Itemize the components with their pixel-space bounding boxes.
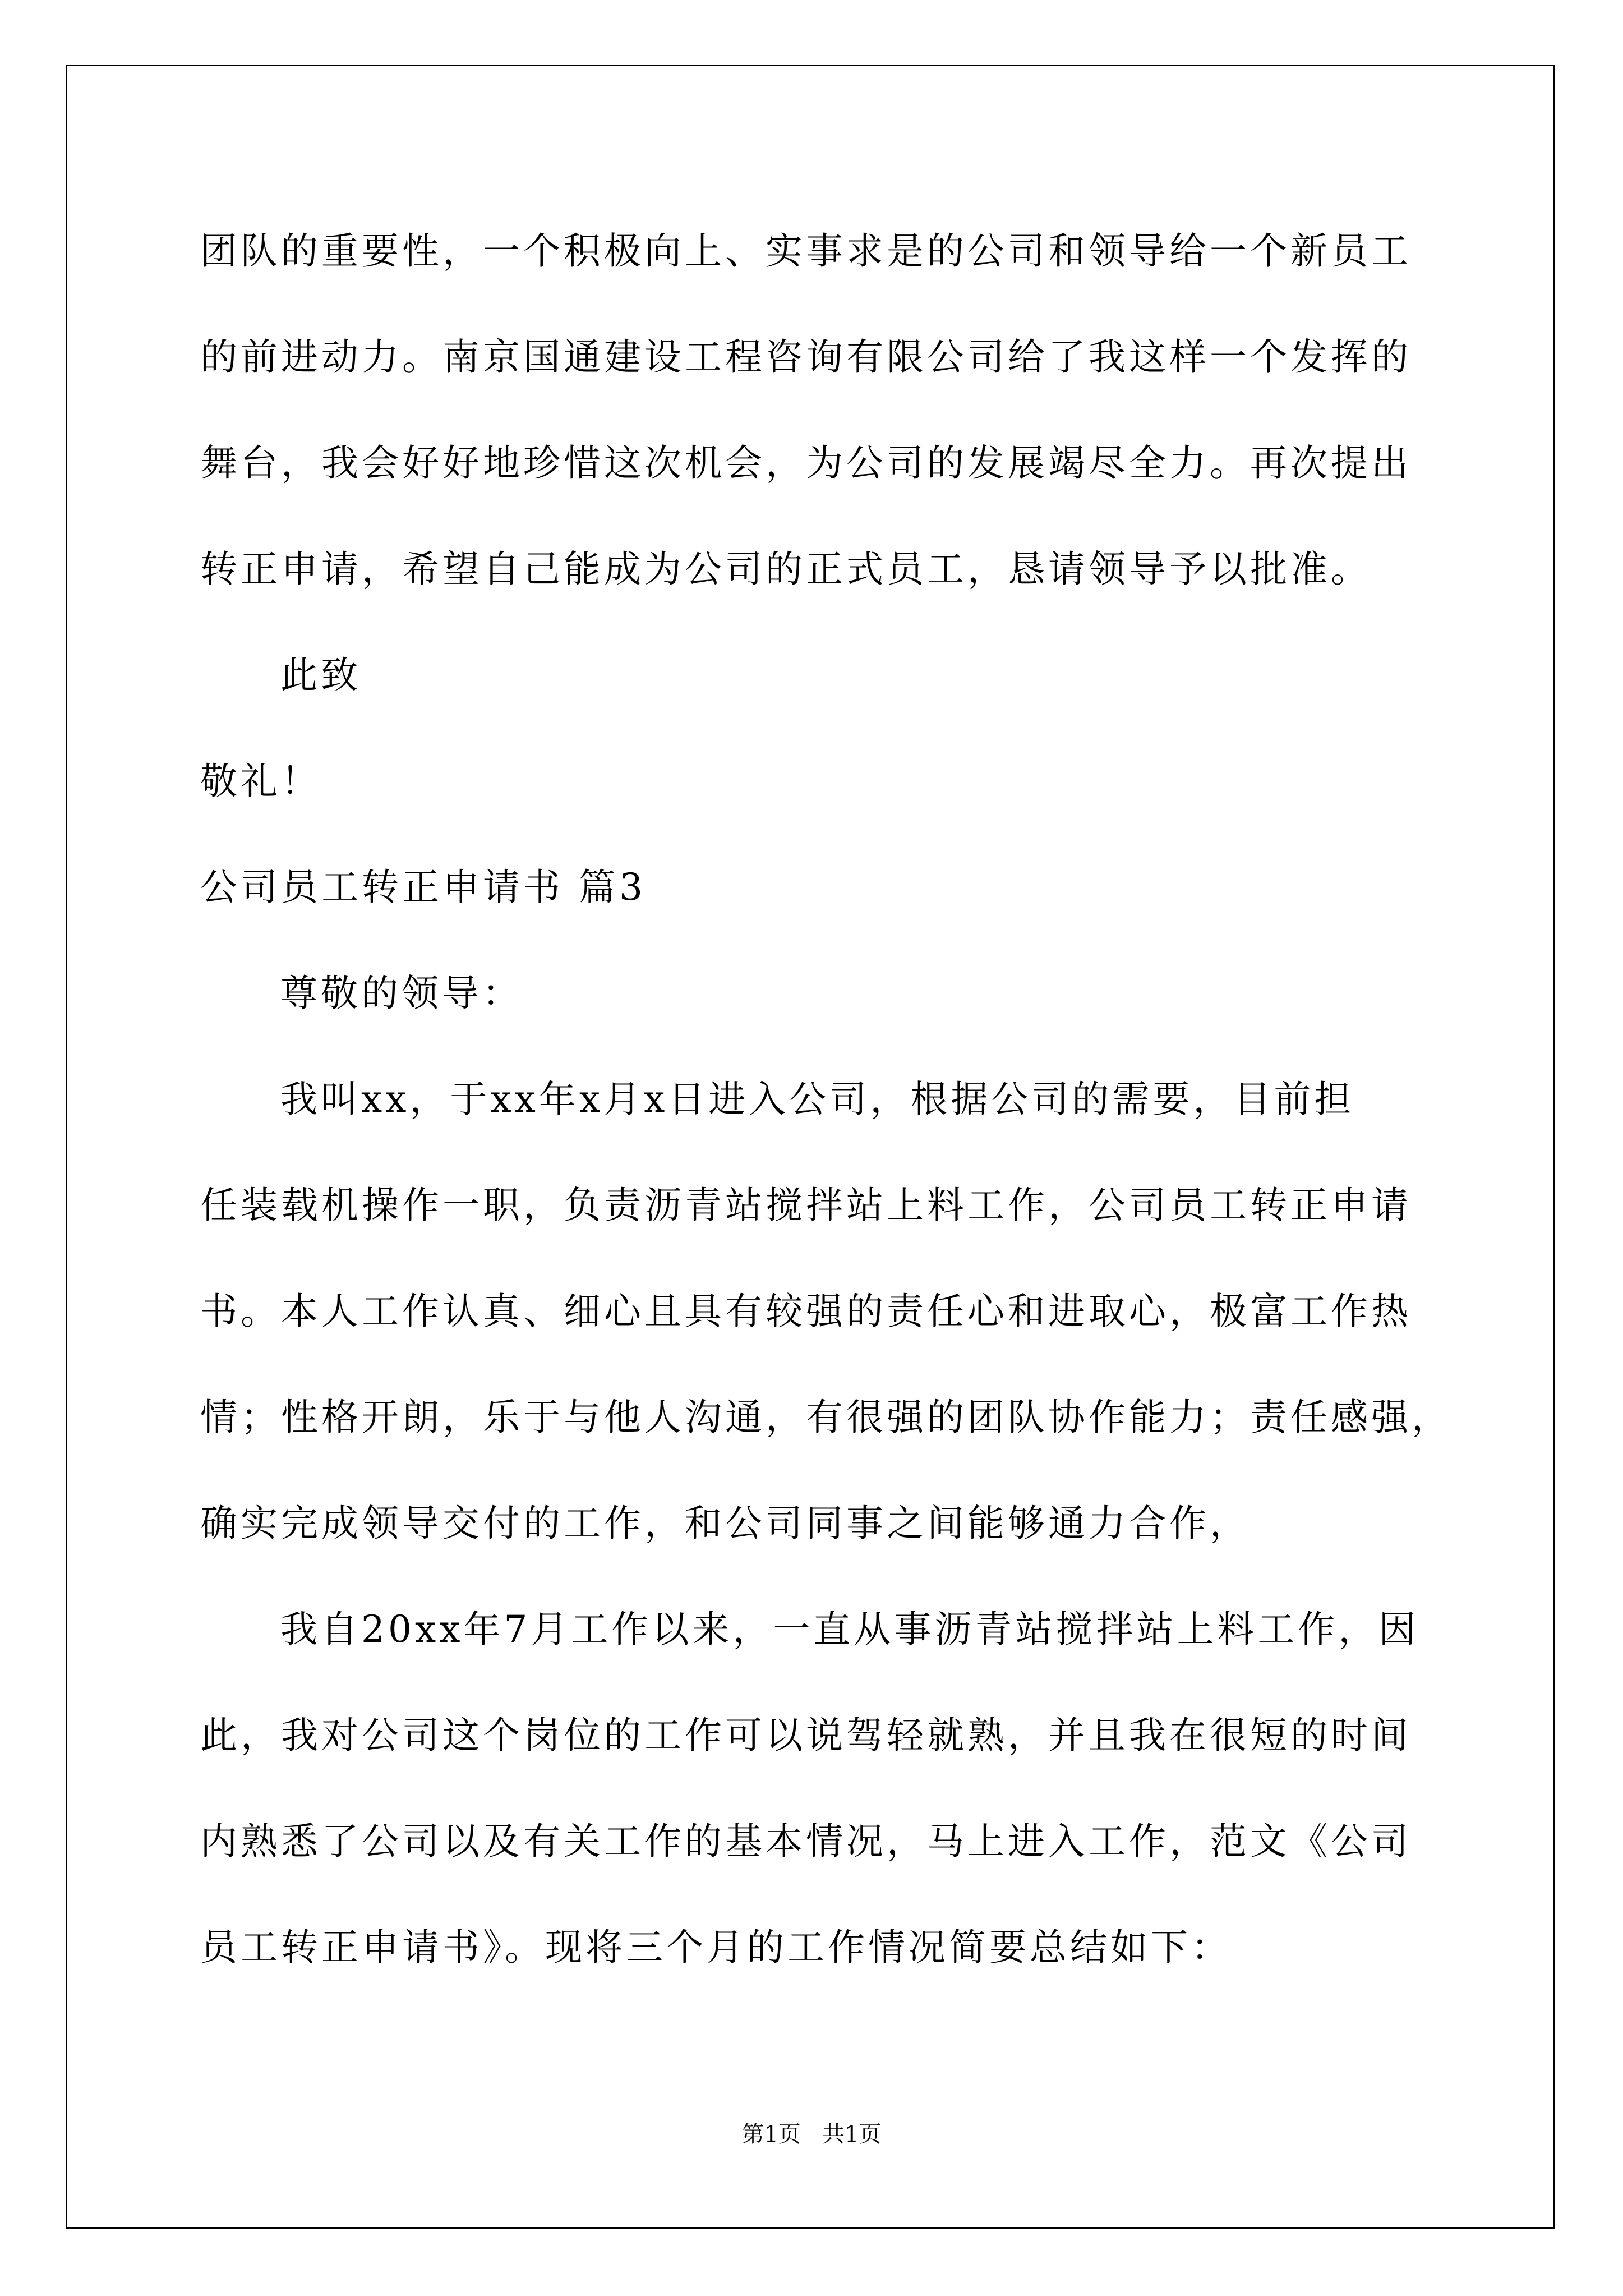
- body-line-6: 任装载机操作一职，负责沥青站搅拌站上料工作，公司员工转正申请: [200, 1184, 1412, 1227]
- salutation-line: 此致: [280, 654, 361, 697]
- body-line-7: 书。本人工作认真、细心且具有较强的责任心和进取心，极富工作热: [200, 1290, 1412, 1333]
- body-line-10: 我自20xx年7月工作以来，一直从事沥青站搅拌站上料工作，因: [280, 1608, 1419, 1651]
- page-footer: 第1页 共1页: [741, 2122, 882, 2147]
- closing-line: 敬礼！: [200, 760, 321, 803]
- body-line-1: 团队的重要性，一个积极向上、实事求是的公司和领导给一个新员工: [200, 229, 1412, 273]
- page-border: [66, 65, 1555, 2229]
- body-line-9: 确实完成领导交付的工作，和公司同事之间能够通力合作，: [200, 1502, 1250, 1545]
- greeting-line: 尊敬的领导：: [280, 972, 523, 1015]
- body-line-3: 舞台，我会好好地珍惜这次机会，为公司的发展竭尽全力。再次提出: [200, 441, 1412, 485]
- body-line-8: 情；性格开朗，乐于与他人沟通，有很强的团队协作能力；责任感强，: [200, 1396, 1452, 1439]
- body-line-12: 内熟悉了公司以及有关工作的基本情况，马上进入工作，范文《公司: [200, 1820, 1412, 1863]
- section-heading: 公司员工转正申请书 篇3: [200, 866, 646, 909]
- body-line-13: 员工转正申请书》。现将三个月的工作情况简要总结如下：: [200, 1926, 1232, 1969]
- body-line-5: 我叫xx，于xx年x月x日进入公司，根据公司的需要，目前担: [280, 1078, 1355, 1121]
- body-line-2: 的前进动力。南京国通建设工程咨询有限公司给了我这样一个发挥的: [200, 335, 1412, 379]
- body-line-11: 此，我对公司这个岗位的工作可以说驾轻就熟，并且我在很短的时间: [200, 1714, 1412, 1757]
- body-line-4: 转正申请，希望自己能成为公司的正式员工，恳请领导予以批准。: [200, 547, 1371, 591]
